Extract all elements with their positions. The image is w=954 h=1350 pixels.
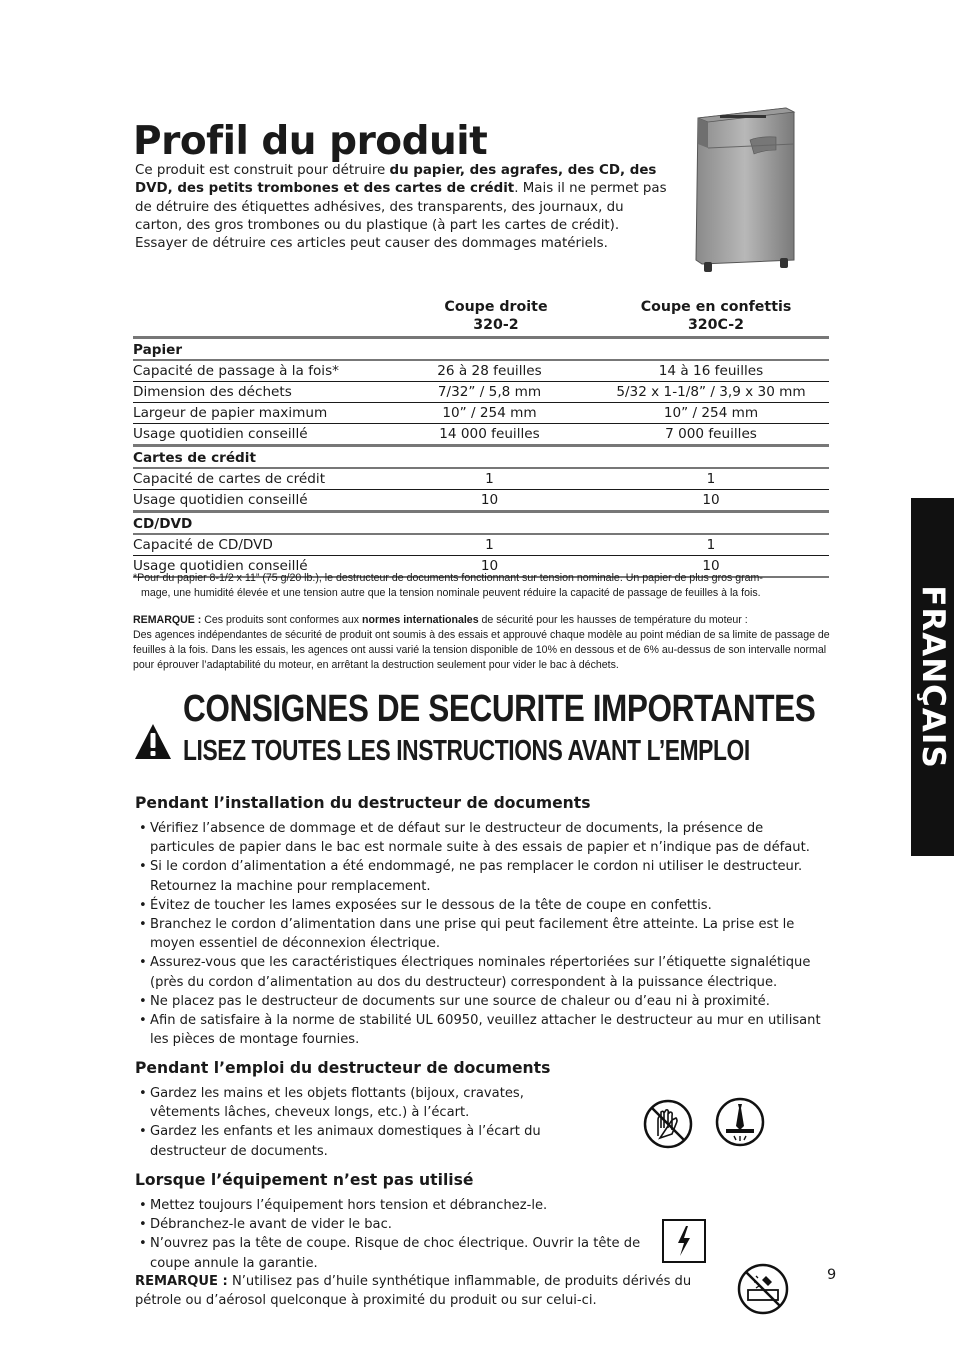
table-row — [133, 467, 829, 489]
row-value-confetti: 5/32 x 1-1/8” / 3,9 x 30 mm — [616, 384, 806, 400]
row-label: Usage quotidien conseillé — [133, 426, 308, 442]
table-row — [133, 402, 829, 423]
shredder-illustration — [690, 100, 800, 276]
row-label: Largeur de papier maximum — [133, 405, 328, 421]
remark-label: REMARQUE : — [135, 1274, 228, 1289]
row-value-confetti: 10 — [702, 558, 720, 574]
row-label: Usage quotidien conseillé — [133, 492, 308, 508]
remark-bold-text: normes internationales — [362, 614, 479, 626]
section-heading-cd-dvd: CD/DVD — [133, 510, 829, 533]
column-header-line1: Coupe en confettis — [640, 299, 792, 315]
footnote-line2: mage, une humidité élevée et une tension autre que la tension nominale peuvent réduire la capacité de passage de feuilles à la fois. — [141, 587, 761, 599]
page-title: Profil du produit — [133, 119, 488, 164]
list-item: • Vérifiez l’absence de dommage et de défaut sur le destructeur de documents, la présence de particules de papier dans le bac est normale suite à des essais de papier et n’indique pas de défaut. — [135, 819, 827, 857]
row-label: Capacité de CD/DVD — [133, 537, 273, 553]
row-value-straight: 10 — [480, 492, 499, 508]
list-item: • Ne placez pas le destructeur de documents sur une source de chaleur ou d’eau ni à proximité. — [135, 992, 827, 1011]
table-row — [133, 533, 829, 555]
list-item: • Si le cordon d’alimentation a été endommagé, ne pas remplacer le cordon ni utiliser le destructeur. Retournez la machine pour remplacement. — [135, 857, 827, 895]
list-item: • N’ouvrez pas la tête de coupe. Risque de choc électrique. Ouvrir la tête de coupe annule la garantie. — [135, 1234, 645, 1272]
section-heading-paper: Papier — [133, 336, 829, 359]
table-row — [133, 359, 829, 381]
list-item: • Branchez le cordon d’alimentation dans une prise qui peut facilement être atteinte. La prise est le moyen essentiel de déconnexion électrique. — [135, 915, 827, 953]
remark-text: de sécurité pour les hausses de température du moteur : — [478, 614, 748, 626]
row-value-straight: 26 à 28 feuilles — [437, 363, 542, 379]
row-value-confetti: 1 — [706, 471, 716, 487]
column-header-line1: Coupe droite — [444, 299, 548, 315]
use-list — [135, 1084, 575, 1161]
spec-table — [133, 336, 829, 578]
remark-label: REMARQUE : — [133, 614, 202, 626]
column-header-line2: 320-2 — [473, 317, 519, 333]
row-value-straight: 1 — [485, 471, 494, 487]
list-item: • Évitez de toucher les lames exposées sur le dessous de la tête de coupe en confettis. — [135, 896, 827, 915]
intro-bold: du papier, des agrafes, des CD, des DVD, des petits trombones et des cartes de crédit — [135, 163, 657, 197]
intro-start: Ce produit est construit pour détruire — [135, 163, 390, 178]
language-tab-label: FRANÇAIS — [914, 585, 951, 769]
remark-aerosol — [135, 1272, 725, 1310]
row-label: Capacité de passage à la fois* — [133, 363, 339, 379]
table-row — [133, 381, 829, 402]
list-item: • Gardez les mains et les objets flottants (bijoux, cravates, vêtements lâches, cheveux longs, etc.) à l’écart. — [135, 1084, 575, 1122]
row-value-confetti: 1 — [706, 537, 716, 553]
footnote-line1: *Pour du papier 8-1/2 x 11” (75 g/20 lb.), le destructeur de documents fonctionnant sur tension nominale. Un papier de plus gros gram- — [133, 572, 763, 584]
row-value-straight: 1 — [485, 537, 494, 553]
installation-list — [135, 819, 827, 1049]
warning-triangle-icon — [133, 722, 173, 762]
row-value-confetti: 14 à 16 feuilles — [658, 363, 764, 379]
section-heading-installation: Pendant l’installation du destructeur de documents — [135, 794, 591, 812]
table-row — [133, 489, 829, 510]
no-tie-icon — [714, 1096, 766, 1148]
section-heading-use: Pendant l’emploi du destructeur de documents — [135, 1059, 551, 1077]
list-item: • Gardez les enfants et les animaux domestiques à l’écart du destructeur de documents. — [135, 1122, 575, 1160]
row-label: Capacité de cartes de crédit — [133, 471, 326, 487]
page-number: 9 — [827, 1267, 837, 1283]
row-label: Dimension des déchets — [133, 384, 292, 400]
list-item: • Débranchez-le avant de vider le bac. — [135, 1215, 645, 1234]
language-tab — [911, 498, 954, 856]
remark-body: Des agences indépendantes de sécurité de produit ont soumis à des essais et approuvé chaque modèle au point médian de sa limite de passage de feuilles à la fois. Dans les essais, les agences ont aussi varié la tension disponible de 10% en dessous et de 6% au-dessus de son intervalle normal pour éprouver l’adaptabilité du moteur, en arrêtant la destruction seulement pour vider le bac à déchets. — [133, 629, 830, 671]
no-hands-icon — [642, 1098, 694, 1150]
remark-text: Ces produits sont conformes aux — [201, 614, 363, 626]
section-heading-credit-cards: Cartes de crédit — [133, 444, 829, 467]
safety-title: CONSIGNES DE SECURITE IMPORTANTES — [183, 688, 816, 730]
row-value-straight: 10 — [480, 558, 499, 574]
section-heading-idle: Lorsque l’équipement n’est pas utilisé — [135, 1171, 474, 1189]
row-value-straight: 10” / 254 mm — [442, 405, 537, 421]
list-item: • Afin de satisfaire à la norme de stabilité UL 60950, veuillez attacher le destructeur au mur en utilisant les pièces de montage fournies. — [135, 1011, 827, 1049]
remark-text: N’utilisez pas d’huile synthétique inflammable, de produits dérivés du pétrole ou d’aérosol quelconque à proximité du produit ou sur celui-ci. — [135, 1274, 692, 1308]
intro-rest: . Mais il ne permet pas de détruire des étiquettes adhésives, des transparents, des journaux, du carton, des gros trombones ou du plastique (à part les cartes de crédit). Essayer de détruire ces articles peut causer des dommages matériels. — [135, 181, 667, 252]
row-value-straight: 7/32” / 5,8 mm — [437, 384, 542, 400]
column-header-line2: 320C-2 — [687, 317, 745, 333]
safety-subtitle: LISEZ TOUTES LES INSTRUCTIONS AVANT L’EMPLOI — [183, 735, 750, 767]
list-item: • Mettez toujours l’équipement hors tension et débranchez-le. — [135, 1196, 645, 1215]
column-header-confetti-cut — [616, 298, 816, 334]
table-row — [133, 423, 829, 444]
remark-standards — [133, 613, 833, 673]
row-value-confetti: 7 000 feuilles — [665, 426, 757, 442]
column-header-straight-cut — [426, 298, 566, 334]
idle-list — [135, 1196, 645, 1273]
no-aerosol-icon — [736, 1262, 790, 1316]
intro-paragraph — [135, 162, 670, 253]
footnote — [133, 571, 833, 601]
row-label: Usage quotidien conseillé — [133, 558, 308, 574]
electric-shock-icon — [661, 1218, 707, 1264]
row-value-confetti: 10” / 254 mm — [663, 405, 759, 421]
list-item: • Assurez-vous que les caractéristiques électriques nominales répertoriées sur l’étiquette signalétique (près du cordon d’alimentation au dos du destructeur) correspondent à la puissance électrique. — [135, 953, 827, 991]
row-value-straight: 14 000 feuilles — [439, 426, 540, 442]
row-value-confetti: 10 — [702, 492, 720, 508]
